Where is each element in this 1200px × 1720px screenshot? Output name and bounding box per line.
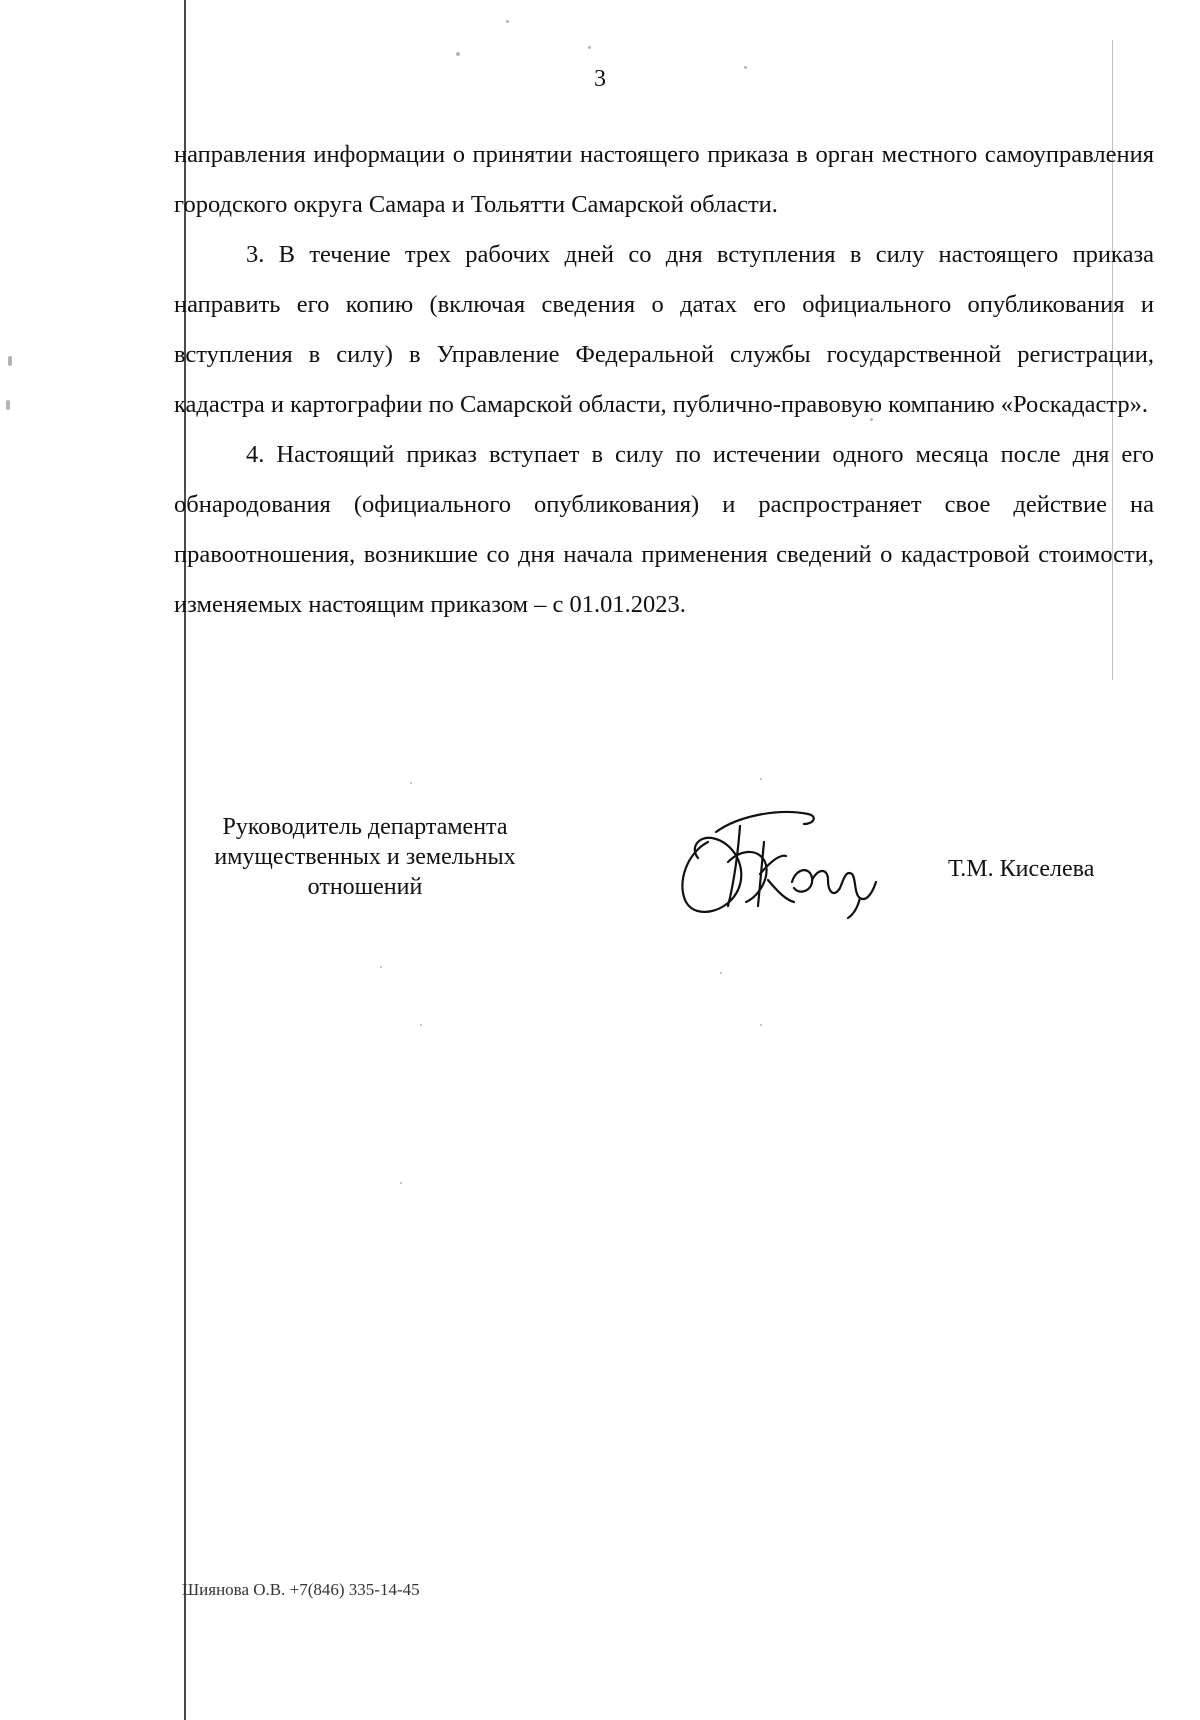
page-number: 3 bbox=[594, 66, 606, 92]
signatory-title-line: имущественных и земельных bbox=[214, 844, 516, 870]
signatory-title-line: Руководитель департамента bbox=[222, 814, 508, 840]
scan-speck bbox=[588, 46, 591, 49]
scan-speck bbox=[506, 20, 509, 23]
scan-speck bbox=[410, 782, 412, 784]
scan-speck bbox=[760, 778, 762, 780]
paragraph-item-4: 4. Настоящий приказ вступает в силу по истечении одного месяца после дня его обнародования (официального опубликования) и распространяет свое действие на правоотношения, возникшие со дня начала применения сведений о кадастровой стоимости, изменяемых настоящим приказом – с 01.01.2023. bbox=[174, 441, 1154, 618]
paragraph-item-3: 3. В течение трех рабочих дней со дня вступления в силу настоящего приказа направить его копию (включая сведения о датах его официального опубликования и вступления в силу) в Управление Федеральной службы государственной регистрации, кадастра и картографии по Самарской области, публично-правовую компанию «Роскадастр». bbox=[174, 241, 1154, 418]
scan-speck bbox=[380, 966, 382, 968]
signatory-title bbox=[180, 812, 550, 902]
scan-speck bbox=[400, 1182, 402, 1184]
executor-contact: Шиянова О.В. +7(846) 335-14-45 bbox=[182, 1580, 420, 1599]
scan-speck bbox=[456, 52, 460, 56]
scan-speck bbox=[420, 1024, 422, 1026]
handwritten-signature bbox=[668, 802, 888, 922]
scan-speck bbox=[760, 1024, 762, 1026]
signatory-title-line: отношений bbox=[307, 874, 423, 900]
signature-block bbox=[0, 812, 1200, 922]
scan-speck bbox=[720, 972, 722, 974]
scan-speck bbox=[6, 400, 10, 410]
signatory-name: Т.М. Киселева bbox=[948, 856, 1095, 882]
document-body bbox=[174, 130, 1154, 630]
paragraph-continuation: направления информации о принятии настоящего приказа в орган местного самоуправления городского округа Самара и Тольятти Самарской области. bbox=[174, 141, 1154, 218]
scan-speck bbox=[8, 356, 12, 366]
